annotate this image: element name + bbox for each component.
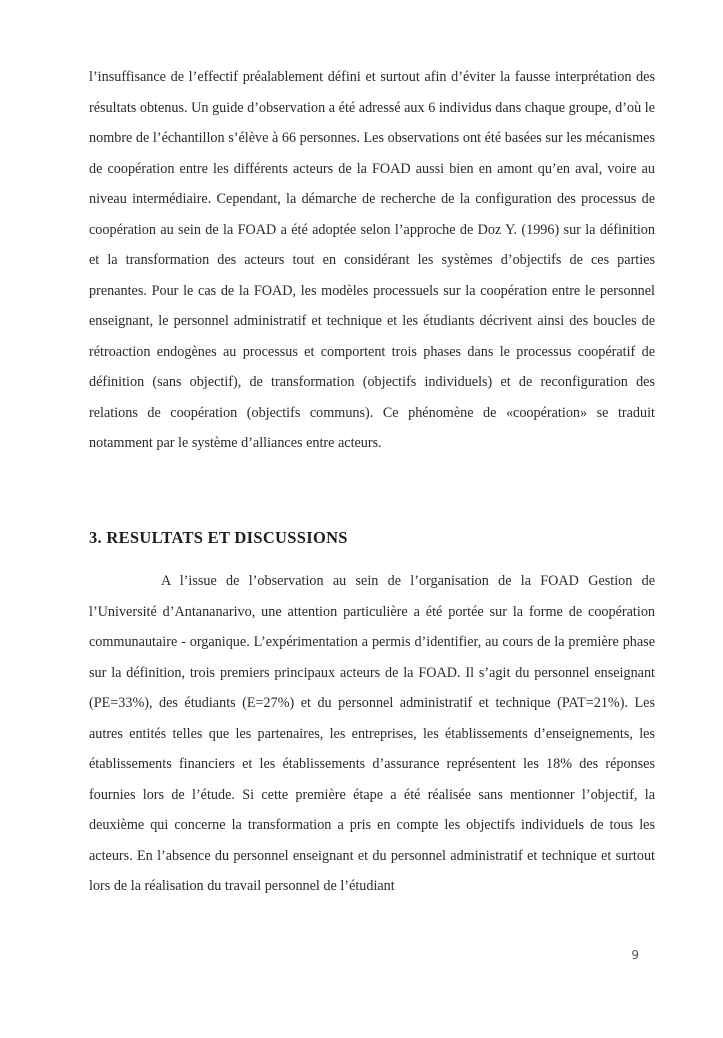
body-text-results [89,566,655,902]
paragraph-results: A l’issue de l’observation au sein de l’organisation de la FOAD Gestion de l’Université d’Antananarivo, une attention particulière a été portée sur la forme de coopération communautaire - organique. L’expérimentation a permis d’identifier, au cours de la première phase sur la définition, trois premiers principaux acteurs de la FOAD. Il s’agit du personnel enseignant (PE=33%), des étudiants (E=27%) et du personnel administratif et technique (PAT=21%). Les autres entités telles que les partenaires, les entreprises, les établissements d’enseignements, les établissements financiers et les établissements d’assurance représentent les 18% des réponses fournies lors de l’étude. Si cette première étape a été réalisée sans mentionner l’objectif, la deuxième qui concerne la transformation a pris en compte les objectifs individuels de tous les acteurs. En l’absence du personnel enseignant et du personnel administratif et technique et surtout lors de la réalisation du travail personnel de l’étudiant [89,573,655,894]
paragraph-cooperation-method: l’insuffisance de l’effectif préalablement défini et surtout afin d’éviter la fausse interprétation des résultats obtenus. Un guide d’observation a été adressé aux 6 individus dans chaque groupe, d’où le nombre de l’échantillon s’élève à 66 personnes. Les observations ont été basées sur les mécanismes de coopération entre les différents acteurs de la FOAD aussi bien en amont qu’en aval, voire au niveau intermédiaire. Cependant, la démarche de recherche de la configuration des processus de coopération au sein de la FOAD a été adoptée selon l’approche de Doz Y. (1996) sur la définition et la transformation des acteurs tout en considérant les systèmes d’objectifs de ces parties prenantes. Pour le cas de la FOAD, les modèles processuels sur la coopération entre le personnel enseignant, le personnel administratif et technique et les étudiants décrivent ainsi des boucles de rétroaction endogènes au processus et comportent trois phases dans le processus coopératif de définition (sans objectif), de transformation (objectifs individuels) et de reconfiguration des relations de coopération (objectifs communs). Ce phénomène de «coopération» se traduit notamment par le système d’alliances entre acteurs. [89,69,655,451]
section-heading: 3. RESULTATS ET DISCUSSIONS [89,528,348,547]
page-number: 9 [631,948,639,962]
body-text-top [89,62,655,459]
